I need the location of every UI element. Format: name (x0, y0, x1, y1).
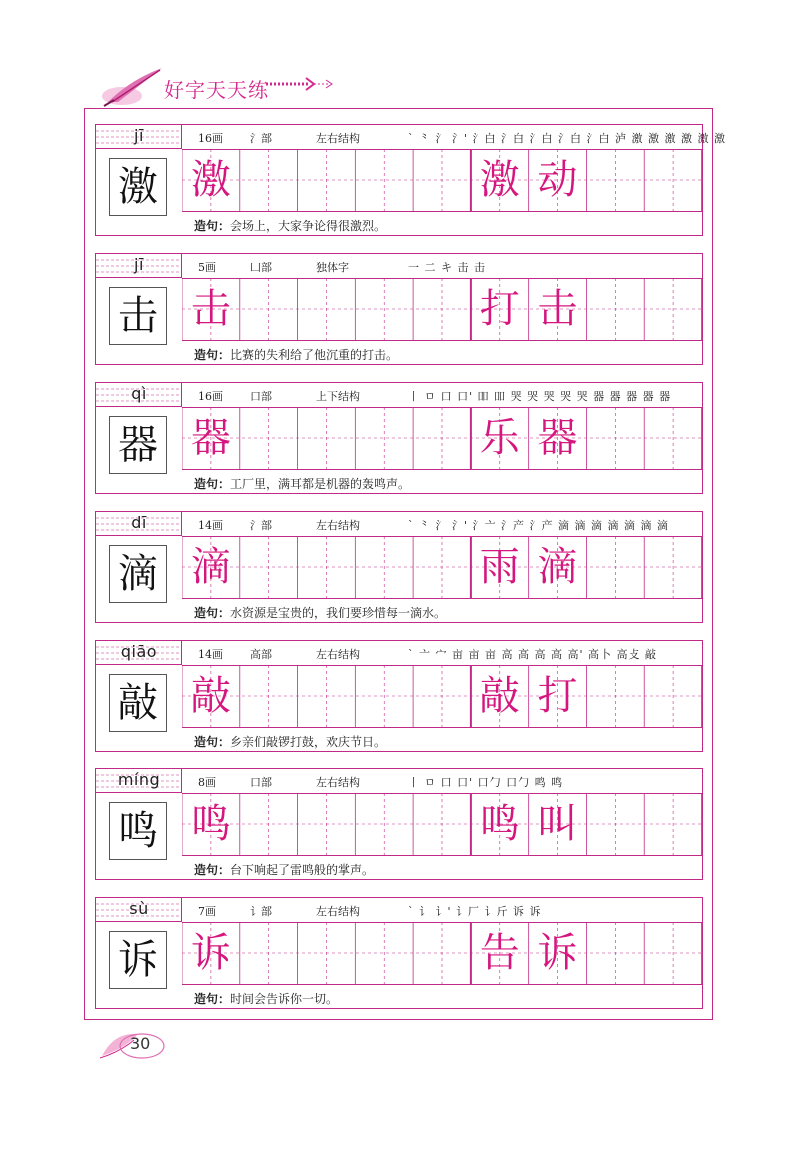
pinyin-text: jī (134, 255, 144, 274)
sentence-text: 水资源是宝贵的，我们要珍惜每一滴水。 (230, 606, 447, 620)
practice-character: 器 (190, 415, 231, 461)
structure: 左右结构 (316, 519, 360, 532)
stroke-order: ` 亠 宀 亩 亩 亩 高 高 高 高 高' 高卜 高攴 敲 (408, 648, 657, 661)
sentence-text: 时间会告诉你一切。 (230, 992, 339, 1006)
pinyin-text: qiāo (120, 642, 158, 661)
character-info-row (182, 383, 702, 407)
practice-word-char: 器 (537, 415, 578, 461)
radical: 口部 (250, 390, 272, 403)
character-info-row (182, 512, 702, 536)
pinyin-box (96, 254, 182, 278)
radical: 氵部 (250, 519, 272, 532)
practice-word-char: 动 (537, 157, 578, 203)
reference-character: 击 (109, 287, 167, 345)
character-entry-card (95, 640, 703, 752)
example-sentence-row (182, 984, 702, 1008)
practice-grid (182, 922, 702, 984)
structure: 独体字 (316, 261, 349, 274)
sentence-text: 乡亲们敲锣打鼓，欢庆节日。 (230, 735, 387, 749)
practice-word-char: 打 (537, 673, 578, 719)
grid-lines (182, 149, 702, 211)
practice-grid (182, 536, 702, 598)
character-entry-card (95, 124, 726, 236)
practice-word-char: 敲 (479, 673, 520, 719)
radical: 讠部 (250, 905, 272, 918)
grid-lines (182, 536, 702, 598)
practice-word-char: 击 (537, 286, 578, 332)
sentence-label: 造句： (194, 735, 231, 749)
practice-grid (182, 278, 702, 340)
example-sentence-row (182, 469, 702, 493)
practice-word-char: 雨 (479, 544, 520, 590)
practice-character: 滴 (190, 544, 231, 590)
sentence-label: 造句： (194, 863, 231, 877)
sentence-label: 造句： (194, 219, 231, 233)
stroke-count: 16画 (198, 132, 223, 145)
sentence-label: 造句： (194, 477, 231, 491)
pen-feather-icon (100, 62, 170, 110)
structure: 上下结构 (316, 390, 360, 403)
sentence-label: 造句： (194, 348, 231, 362)
character-entry-card (95, 897, 703, 1009)
radical: 凵部 (250, 261, 272, 274)
character-info-row (182, 641, 702, 665)
example-sentence-row (182, 855, 702, 879)
sentence-text: 工厂里，满耳都是机器的轰鸣声。 (230, 477, 411, 491)
grid-lines (182, 793, 702, 855)
practice-grid (182, 407, 702, 469)
reference-character: 滴 (109, 545, 167, 603)
practice-word-char: 鸣 (479, 801, 520, 847)
stroke-order: 丨 ㅁ 口 口' 口勹 口勹 鸣 鸣 (408, 776, 564, 789)
pinyin-text: sù (129, 899, 149, 918)
practice-character: 诉 (190, 930, 231, 976)
reference-character: 诉 (109, 931, 167, 989)
sentence-label: 造句： (194, 606, 231, 620)
practice-grid (182, 793, 702, 855)
structure: 左右结构 (316, 776, 360, 789)
practice-character: 激 (190, 157, 231, 203)
pinyin-text: qì (131, 384, 147, 403)
structure: 左右结构 (316, 132, 360, 145)
stroke-count: 7画 (198, 905, 216, 918)
sentence-text: 比赛的失利给了他沉重的打击。 (230, 348, 399, 362)
stroke-count: 14画 (198, 519, 223, 532)
stroke-order: 丨 ㅁ 口 口' 吅 吅 哭 哭 哭 哭 哭 器 器 器 器 器 (408, 390, 672, 403)
grid-lines (182, 922, 702, 984)
character-info-row (182, 254, 702, 278)
structure: 左右结构 (316, 648, 360, 661)
grid-lines (182, 407, 702, 469)
radical: 氵部 (250, 132, 272, 145)
practice-word-char: 乐 (479, 415, 520, 461)
practice-word-char: 打 (479, 286, 520, 332)
reference-character: 敲 (109, 674, 167, 732)
example-sentence-row (182, 598, 702, 622)
structure: 左右结构 (316, 905, 360, 918)
stroke-count: 14画 (198, 648, 223, 661)
page-header (100, 62, 400, 112)
sentence-text: 台下响起了雷鸣般的掌声。 (230, 863, 375, 877)
example-sentence-row (182, 727, 702, 751)
radical: 口部 (250, 776, 272, 789)
example-sentence-row (182, 340, 702, 364)
stroke-order: 一 二 キ 击 击 (408, 261, 486, 274)
stroke-order: ` ⺀ 氵 氵' 氵亠 氵产 氵产 滴 滴 滴 滴 滴 滴 滴 (408, 519, 669, 532)
practice-word-char: 叫 (537, 801, 578, 847)
practice-grid (182, 149, 702, 211)
stroke-count: 8画 (198, 776, 216, 789)
practice-character: 敲 (190, 673, 231, 719)
pinyin-box (96, 125, 182, 149)
practice-word-char: 告 (479, 930, 520, 976)
pinyin-text: dī (131, 513, 147, 532)
character-info-row (182, 769, 702, 793)
practice-word-char: 滴 (537, 544, 578, 590)
character-info-row (182, 898, 702, 922)
practice-character: 鸣 (190, 801, 231, 847)
practice-grid (182, 665, 702, 727)
practice-word-char: 激 (479, 157, 520, 203)
grid-lines (182, 665, 702, 727)
character-entry-card (95, 768, 703, 880)
practice-character: 击 (190, 286, 231, 332)
character-entry-card (95, 253, 703, 365)
pinyin-box (96, 641, 182, 665)
character-entry-card (95, 382, 703, 494)
pinyin-box (96, 769, 182, 793)
sentence-text: 会场上，大家争论得很激烈。 (230, 219, 387, 233)
reference-character: 鸣 (109, 802, 167, 860)
radical: 高部 (250, 648, 272, 661)
character-info-row (182, 125, 726, 149)
page-number-area (98, 1026, 178, 1062)
practice-word-char: 诉 (537, 930, 578, 976)
pinyin-box (96, 383, 182, 407)
sentence-label: 造句： (194, 992, 231, 1006)
stroke-count: 16画 (198, 390, 223, 403)
stroke-count: 5画 (198, 261, 216, 274)
page-number: 30 (130, 1034, 151, 1053)
character-entry-card (95, 511, 703, 623)
stroke-order: ` ⺀ 氵 氵' 氵白 氵白 氵白 氵白 氵白 泸 激 激 激 激 激 激 (408, 132, 726, 145)
reference-character: 器 (109, 416, 167, 474)
page-title: 好字天天练 (164, 78, 269, 102)
pinyin-box (96, 898, 182, 922)
stroke-order: ` 讠 讠' 讠厂 讠斤 诉 诉 (408, 905, 542, 918)
example-sentence-row (182, 211, 702, 235)
reference-character: 激 (109, 158, 167, 216)
grid-lines (182, 278, 702, 340)
pinyin-text: míng (117, 770, 161, 789)
pinyin-text: jī (134, 126, 144, 145)
pinyin-box (96, 512, 182, 536)
arrow-right-icon (266, 76, 336, 92)
